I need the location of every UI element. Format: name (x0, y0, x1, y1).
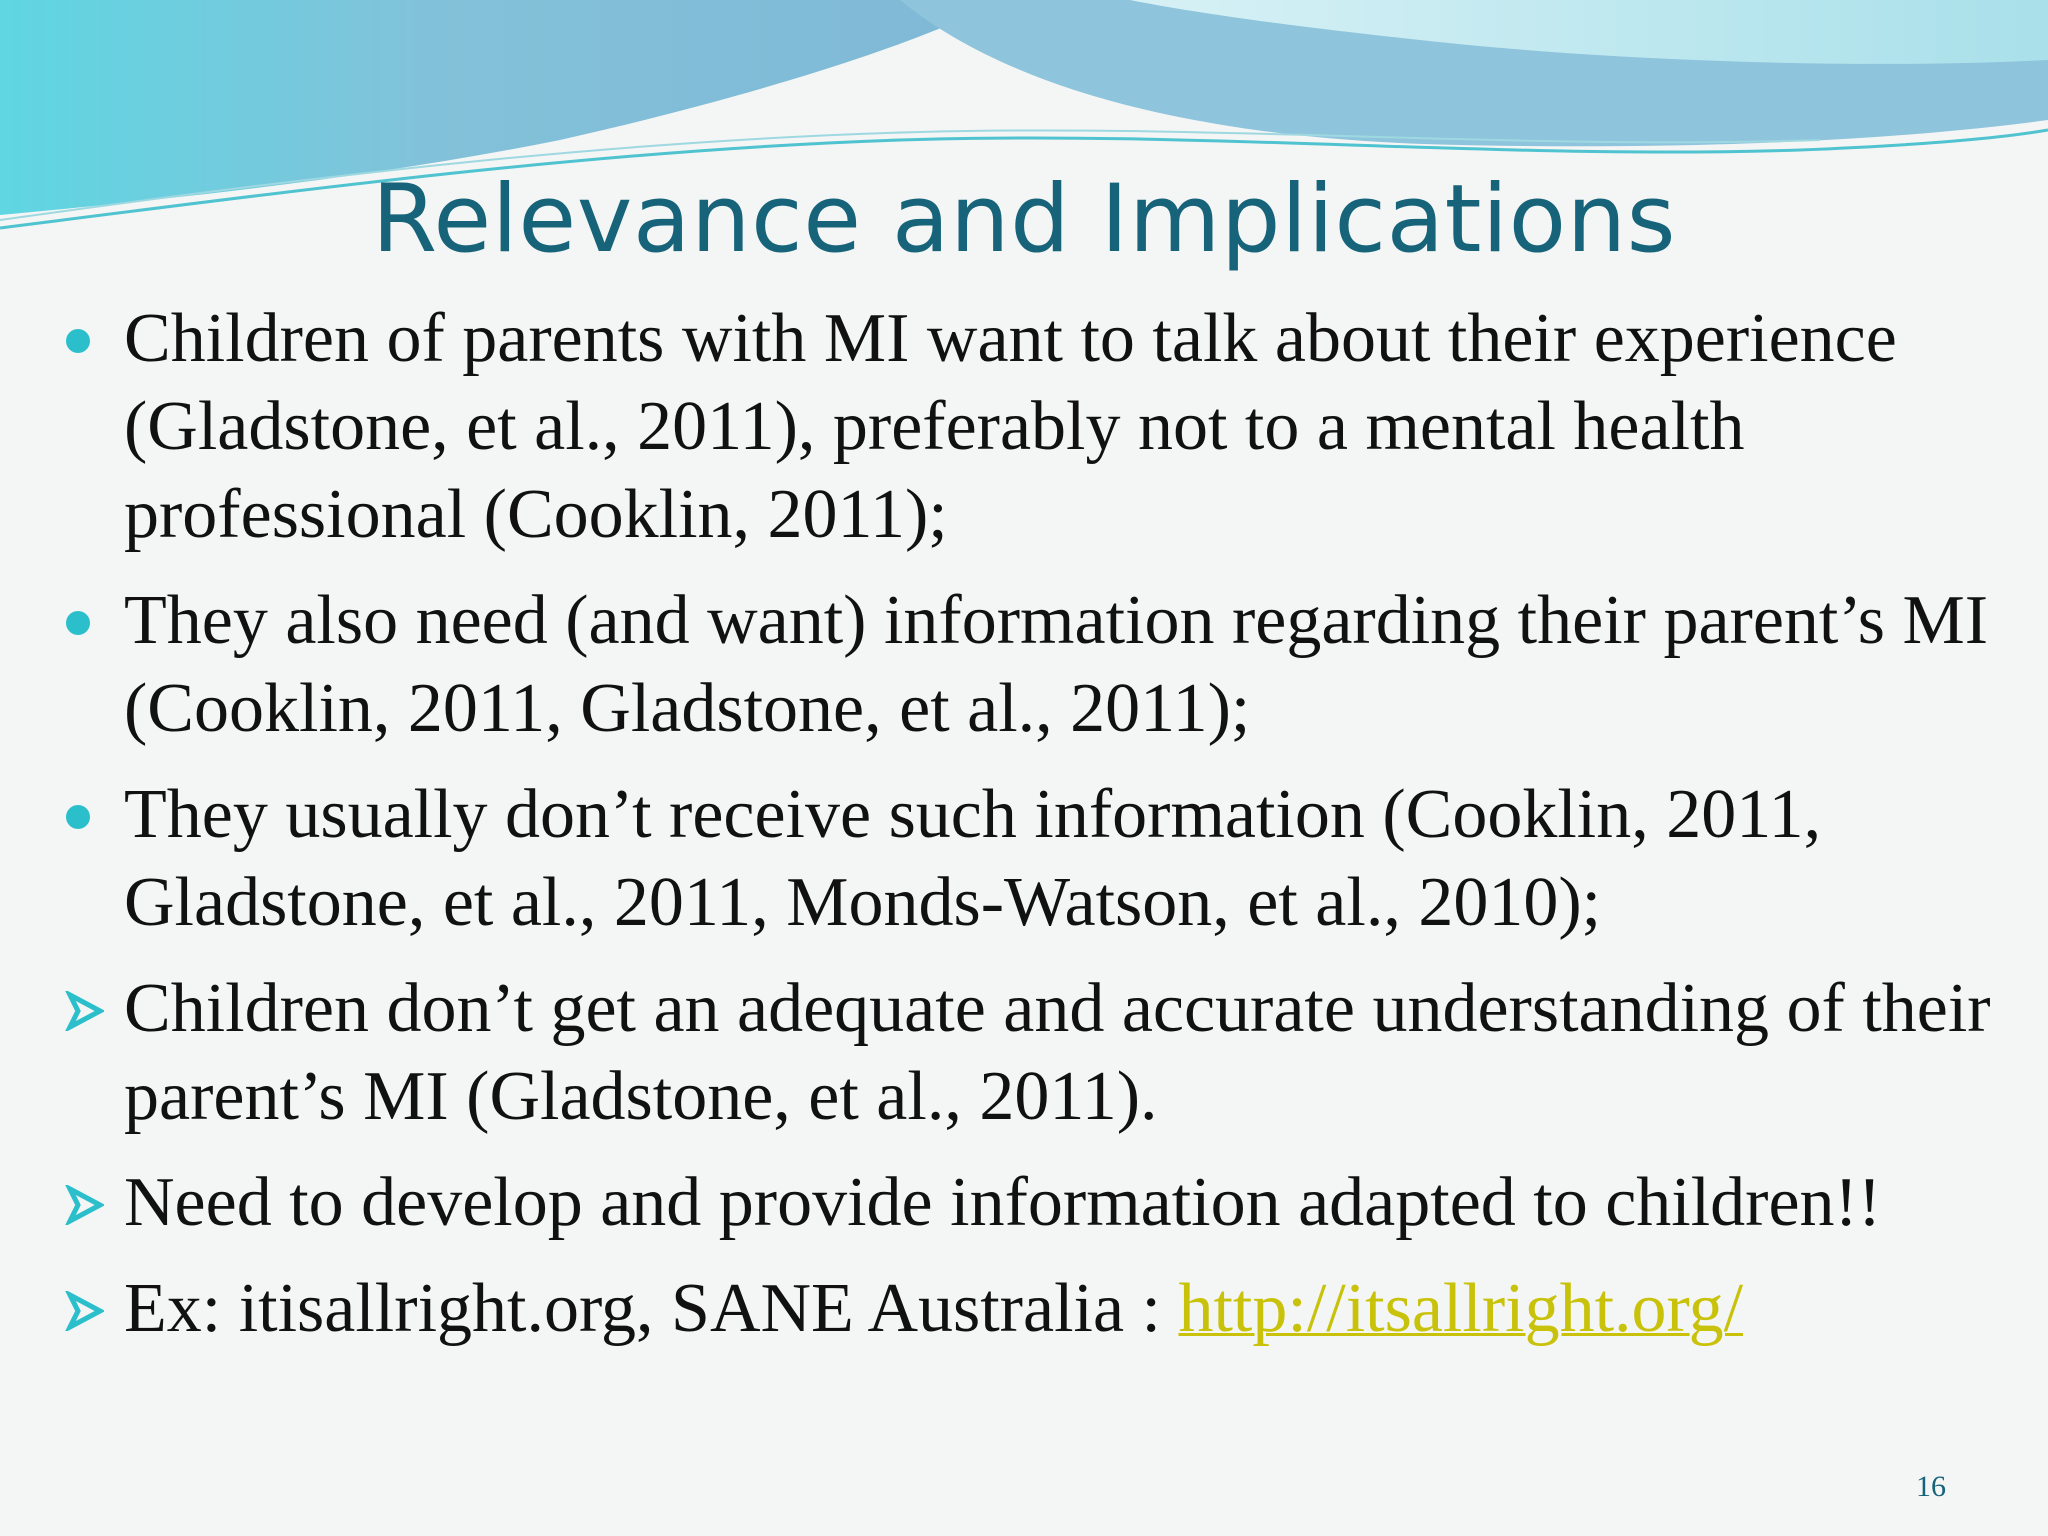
round-bullet-icon (66, 805, 90, 829)
bullet-item (62, 1265, 2022, 1353)
arrow-bullet-icon (64, 991, 104, 1031)
bullet-text: Children of parents with MI want to talk about their experience (Gladstone, et al., 2011), preferably not to a mental health professional (Cooklin, 2011); (124, 300, 1897, 553)
bullet-text: They also need (and want) information regarding their parent’s MI (Cooklin, 2011, Gladstone, et al., 2011); (124, 582, 1989, 747)
bullet-item (62, 965, 2022, 1141)
bullet-text: Children don’t get an adequate and accurate understanding of their parent’s MI (Gladstone, et al., 2011). (124, 970, 1991, 1135)
bullet-list (62, 295, 2022, 1371)
bullet-text: Ex: itisallright.org, SANE Australia : (124, 1270, 1179, 1347)
itsallright-link[interactable]: http://itsallright.org/ (1178, 1270, 1744, 1347)
arrow-bullet-icon (64, 1291, 104, 1331)
bullet-item (62, 295, 2022, 559)
round-bullet-icon (66, 329, 90, 353)
bullet-text: Need to develop and provide information adapted to children!! (124, 1164, 1882, 1241)
bullet-item (62, 577, 2022, 753)
arrow-bullet-icon (64, 1185, 104, 1225)
slide-title: Relevance and Implications (371, 165, 1677, 274)
bullet-text: They usually don’t receive such information (Cooklin, 2011, Gladstone, et al., 2011, Monds-Watson, et al., 2010); (124, 776, 1822, 941)
page-number: 16 (1916, 1470, 1946, 1503)
bullet-item (62, 1159, 2022, 1247)
round-bullet-icon (66, 611, 90, 635)
bullet-item (62, 771, 2022, 947)
